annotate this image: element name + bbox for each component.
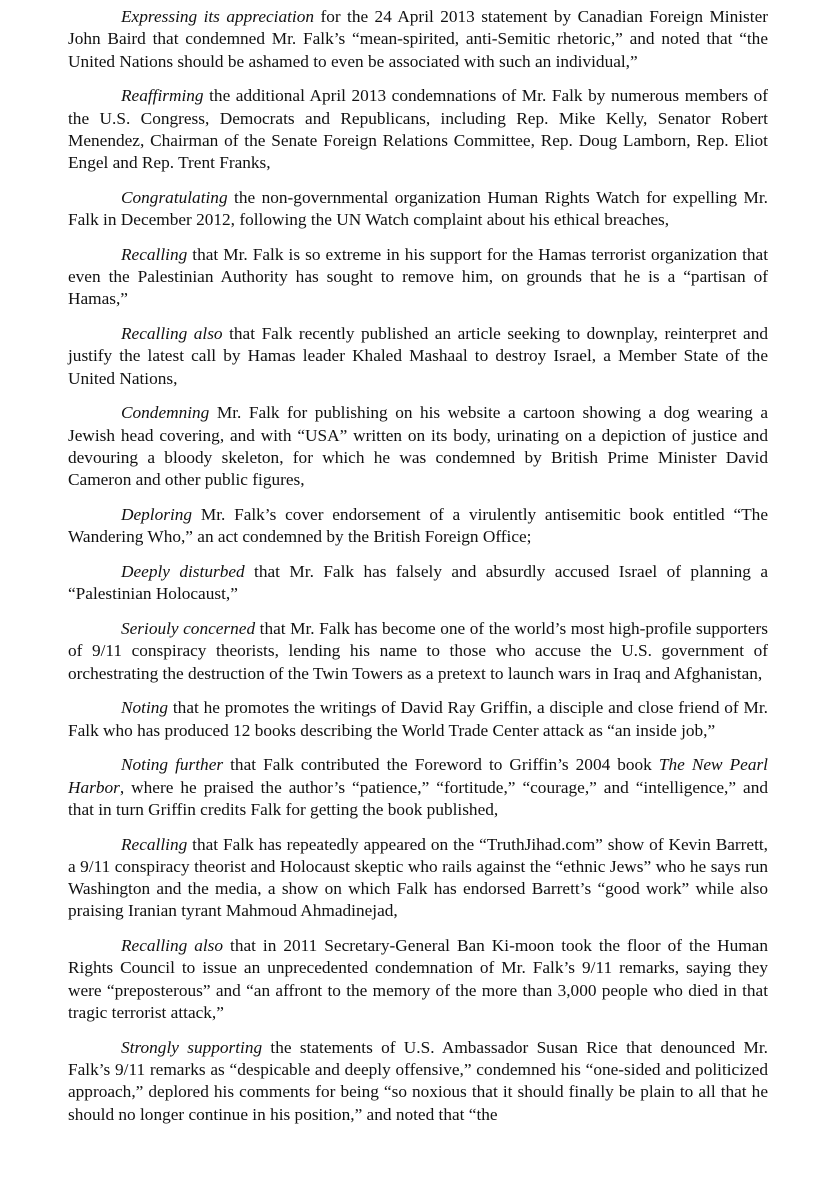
paragraph-body: that he promotes the writings of David Ray Griffin, a disciple and close friend of Mr. Falk who has produced 12 books describing the World Trade Center attack as “an inside job,”	[68, 698, 768, 740]
paragraph-condemning	[68, 402, 768, 491]
paragraph-recalling-also-mashaal	[68, 323, 768, 390]
paragraph-body: that in 2011 Secretary-General Ban Ki-moon took the floor of the Human Rights Council to issue an unprecedented condemnation of Mr. Falk’s 9/11 remarks, saying they were “preposterous” and “an affront to the memory of the more than 3,000 people who died in that tragic terrorist attack,”	[68, 936, 768, 1022]
paragraph-noting	[68, 697, 768, 742]
paragraph-body: that Falk recently published an article seeking to downplay, reinterpret and justify the latest call by Hamas leader Khaled Mashaal to destroy Israel, a Member State of the United Nations,	[68, 324, 768, 388]
paragraph-congratulating	[68, 187, 768, 232]
paragraph-noting-further	[68, 754, 768, 821]
paragraph-lead: Strongly supporting	[121, 1037, 263, 1057]
paragraph-body: the additional April 2013 condemnations of Mr. Falk by numerous members of the U.S. Congress, Democrats and Republicans, including Rep. Mike Kelly, Senator Robert Menendez, Chairman of the Senate Foreign Relations Committee, Rep. Doug Lamborn, Rep. Eliot Engel and Rep. Trent Franks,	[68, 86, 768, 173]
paragraph-lead: Noting further	[121, 755, 224, 775]
document-page	[68, 6, 768, 1138]
paragraph-body: the non-governmental organization Human Rights Watch for expelling Mr. Falk in December 2012, following the UN Watch complaint about his ethical breaches,	[68, 187, 768, 230]
paragraph-lead: Recalling also	[121, 324, 223, 344]
paragraph-deeply-disturbed	[68, 561, 768, 606]
paragraph-body-continued: , where he praised the author’s “patience,” “fortitude,” “courage,” and “intelligence,” and that in turn Griffin credits Falk for getting the book published,	[68, 777, 768, 819]
paragraph-seriously-concerned	[68, 618, 768, 685]
paragraph-deploring	[68, 504, 768, 549]
paragraph-recalling-barrett	[68, 834, 768, 923]
paragraph-lead: Condemning	[121, 403, 210, 423]
paragraph-lead: Noting	[121, 698, 169, 718]
paragraph-appreciation	[68, 6, 768, 73]
paragraph-lead: Recalling	[121, 244, 188, 264]
paragraph-lead: Expressing its appreciation	[121, 7, 315, 26]
paragraph-body: that Mr. Falk has falsely and absurdly accused Israel of planning a “Palestinian Holocaust,”	[68, 561, 768, 604]
paragraph-lead: Reaffirming	[121, 86, 204, 106]
paragraph-body: Mr. Falk’s cover endorsement of a virulently antisemitic book entitled “The Wandering Who,” an act condemned by the British Foreign Office;	[68, 504, 768, 547]
paragraph-lead: Seriouly concerned	[121, 618, 256, 638]
paragraph-lead: Deploring	[121, 504, 193, 524]
paragraph-reaffirming	[68, 85, 768, 174]
paragraph-body: that Mr. Falk is so extreme in his support for the Hamas terrorist organization that even the Palestinian Authority has sought to remove him, on grounds that he is a “partisan of Hamas,”	[68, 244, 768, 309]
paragraph-body: Mr. Falk for publishing on his website a cartoon showing a dog wearing a Jewish head covering, and with “USA” written on its body, urinating on a depiction of justice and devouring a bloody skeleton, for which he was condemned by British Prime Minister David Cameron and other public figures,	[68, 403, 768, 490]
paragraph-body: that Mr. Falk has become one of the world’s most high-profile supporters of 9/11 conspiracy theorists, lending his name to those who accuse the U.S. government of orchestrating the destruction of the Twin Towers as a pretext to launch wars in Iraq and Afghanistan,	[68, 618, 768, 683]
paragraph-lead: Recalling also	[121, 936, 224, 956]
paragraph-body: for the 24 April 2013 statement by Canadian Foreign Minister John Baird that condemned Mr. Falk’s “mean-spirited, anti-Semitic rhetoric,” and noted that “the United Nations should be ashamed to even be associated with such an individual,”	[68, 7, 769, 71]
paragraph-recalling-also-ban-ki-moon	[68, 935, 768, 1024]
paragraph-lead: Deeply disturbed	[121, 561, 245, 581]
paragraph-recalling-hamas	[68, 244, 768, 311]
paragraph-body: that Falk contributed the Foreword to Griffin’s 2004 book	[223, 755, 659, 775]
paragraph-lead: Recalling	[121, 834, 188, 854]
book-title: The New Pearl Harbor	[68, 755, 768, 797]
paragraph-body: that Falk has repeatedly appeared on the “TruthJihad.com” show of Kevin Barrett, a 9/11 conspiracy theorist and Holocaust skeptic who rails against the “ethnic Jews” who he says run Washington and the media, a show on which Falk has endorsed Barrett’s “good work” while also praising Iranian tyrant Mahmoud Ahmadinejad,	[68, 834, 768, 921]
paragraph-body: the statements of U.S. Ambassador Susan Rice that denounced Mr. Falk’s 9/11 remarks as “despicable and deeply offensive,” condemned his “one-sided and politicized approach,” deplored his comments for being “so noxious that it should finally be plain to all that he should no longer continue in his position,” and noted that “the	[68, 1037, 768, 1124]
paragraph-lead: Congratulating	[121, 187, 228, 207]
paragraph-strongly-supporting	[68, 1037, 768, 1126]
